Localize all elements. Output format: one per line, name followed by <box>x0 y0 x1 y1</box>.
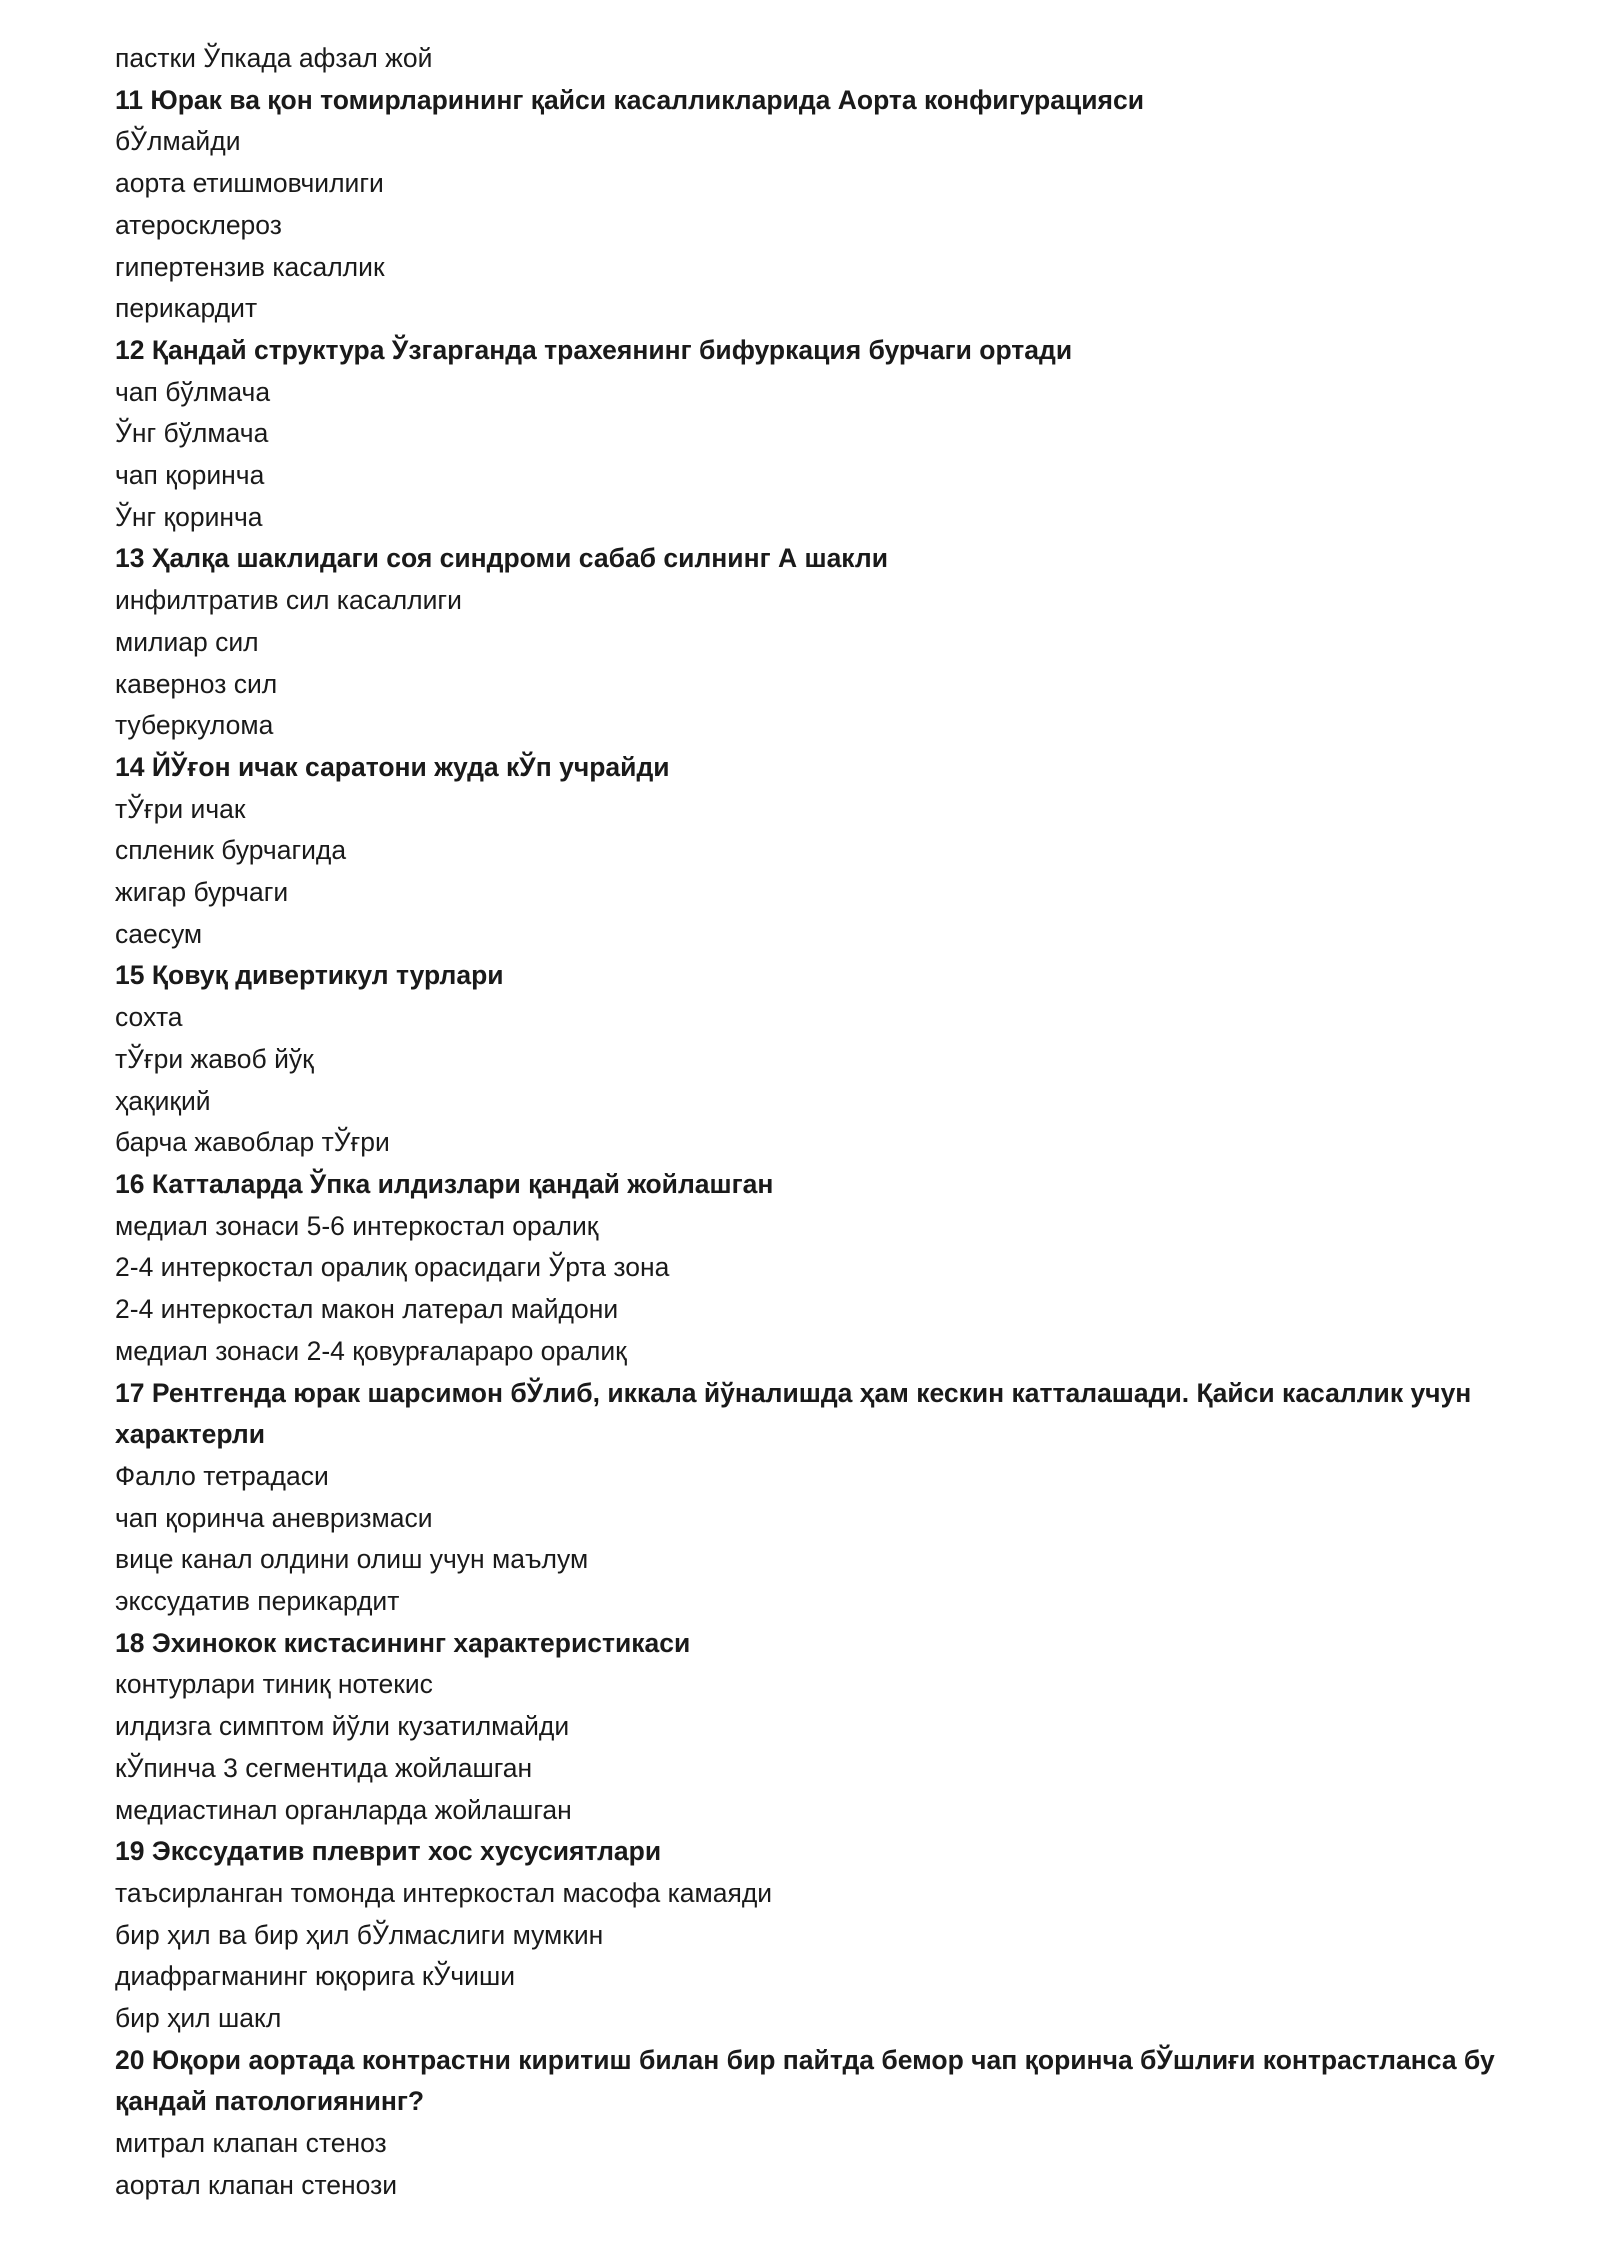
answer-option: бЎлмайди <box>115 126 241 157</box>
answer-option: тЎғри жавоб йўқ <box>115 1043 314 1074</box>
answer-option: перикардит <box>115 293 258 324</box>
answer-option: сохта <box>115 1002 183 1033</box>
answer-option: милиар сил <box>115 626 259 657</box>
answer-option: барча жавоблар тЎғри <box>115 1127 390 1158</box>
answer-option: илдизга симптом йўли кузатилмайди <box>115 1711 570 1742</box>
question-block-18 <box>115 1623 1515 1832</box>
answer-option: медиастинал органларда жойлашган <box>115 1794 572 1825</box>
answer-option: бир ҳил шакл <box>115 2003 282 2034</box>
question-title: 20 Юқори аортада контрастни киритиш билан бир пайтда бемор чап қоринча бЎшлиғи контрастланса бу қандай патологиянинг? <box>115 2044 1495 2117</box>
question-title: 13 Ҳалқа шаклидаги соя синдроми сабаб силнинг А шакли <box>115 543 889 574</box>
answer-option: митрал клапан стеноз <box>115 2128 387 2159</box>
answer-option: чап бўлмача <box>115 376 271 407</box>
answer-option: кЎпинча 3 сегментида жойлашган <box>115 1752 533 1783</box>
question-block-15 <box>115 955 1515 1164</box>
answer-option: Ўнг бўлмача <box>115 418 269 449</box>
answer-option: 2-4 интеркостал оралиқ орасидаги Ўрта зона <box>115 1252 670 1283</box>
answer-option: медиал зонаси 2-4 қовурғалараро оралиқ <box>115 1335 627 1366</box>
answer-option: 2-4 интеркостал макон латерал майдони <box>115 1294 619 1325</box>
answer-option: аортал клапан стенози <box>115 2169 398 2200</box>
question-block-13 <box>115 538 1515 747</box>
answer-option: инфилтратив сил касаллиги <box>115 585 462 616</box>
question-title: 19 Экссудатив плеврит хос хусусиятлари <box>115 1836 662 1867</box>
answer-option: Фалло тетрадаси <box>115 1460 329 1491</box>
answer-option: контурлари тиниқ нотекис <box>115 1669 433 1700</box>
lead-in-text: пастки Ўпкада афзал жой <box>115 43 433 73</box>
answer-option: спленик бурчагида <box>115 835 347 866</box>
question-block-16 <box>115 1164 1515 1373</box>
question-title: 18 Эхинокок кистасининг характеристикаси <box>115 1627 691 1658</box>
question-block-12 <box>115 330 1515 539</box>
question-title: 12 Қандай структура Ўзгарганда трахеянинг бифуркация бурчаги ортади <box>115 334 1073 365</box>
answer-option: тЎғри ичак <box>115 793 246 824</box>
answer-option: медиал зонаси 5-6 интеркостал оралиқ <box>115 1210 599 1241</box>
question-title: 16 Катталарда Ўпка илдизлари қандай жойлашган <box>115 1168 774 1199</box>
answer-option: ҳақиқий <box>115 1085 211 1116</box>
document-page <box>115 38 1515 2207</box>
question-block-19 <box>115 1831 1515 2040</box>
answer-option: экссудатив перикардит <box>115 1586 400 1617</box>
question-block-14 <box>115 747 1515 956</box>
answer-option: атеросклероз <box>115 209 282 240</box>
answer-option: бир ҳил ва бир ҳил бЎлмаслиги мумкин <box>115 1919 604 1950</box>
answer-option: Ўнг қоринча <box>115 501 263 532</box>
question-block-11 <box>115 80 1515 330</box>
answer-option: таъсирланган томонда интеркостал масофа камаяди <box>115 1877 773 1908</box>
answer-option: жигар бурчаги <box>115 877 289 908</box>
answer-option: каверноз сил <box>115 668 278 699</box>
answer-option: туберкулома <box>115 710 274 741</box>
answer-option: чап қоринча <box>115 460 265 491</box>
question-block-20 <box>115 2040 1515 2207</box>
question-block-17 <box>115 1373 1515 1623</box>
question-title: 11 Юрак ва қон томирларининг қайси касалликларида Аорта конфигурацияси <box>115 84 1145 115</box>
answer-option: аорта етишмовчилиги <box>115 168 384 199</box>
answer-option: чап қоринча аневризмаси <box>115 1502 433 1533</box>
question-title: 14 ЙЎғон ичак саратони жуда кЎп учрайди <box>115 751 670 782</box>
answer-option: диафрагманинг юқорига кЎчиши <box>115 1961 516 1992</box>
answer-option: гипертензив касаллик <box>115 251 385 282</box>
answer-option: вице канал олдини олиш учун маълум <box>115 1544 589 1575</box>
question-title: 15 Қовуқ дивертикул турлари <box>115 960 504 991</box>
answer-option: саесум <box>115 918 203 949</box>
question-title: 17 Рентгенда юрак шарсимон бЎлиб, иккала йўналишда ҳам кескин катталашади. Қайси касаллик учун характерли <box>115 1377 1472 1450</box>
